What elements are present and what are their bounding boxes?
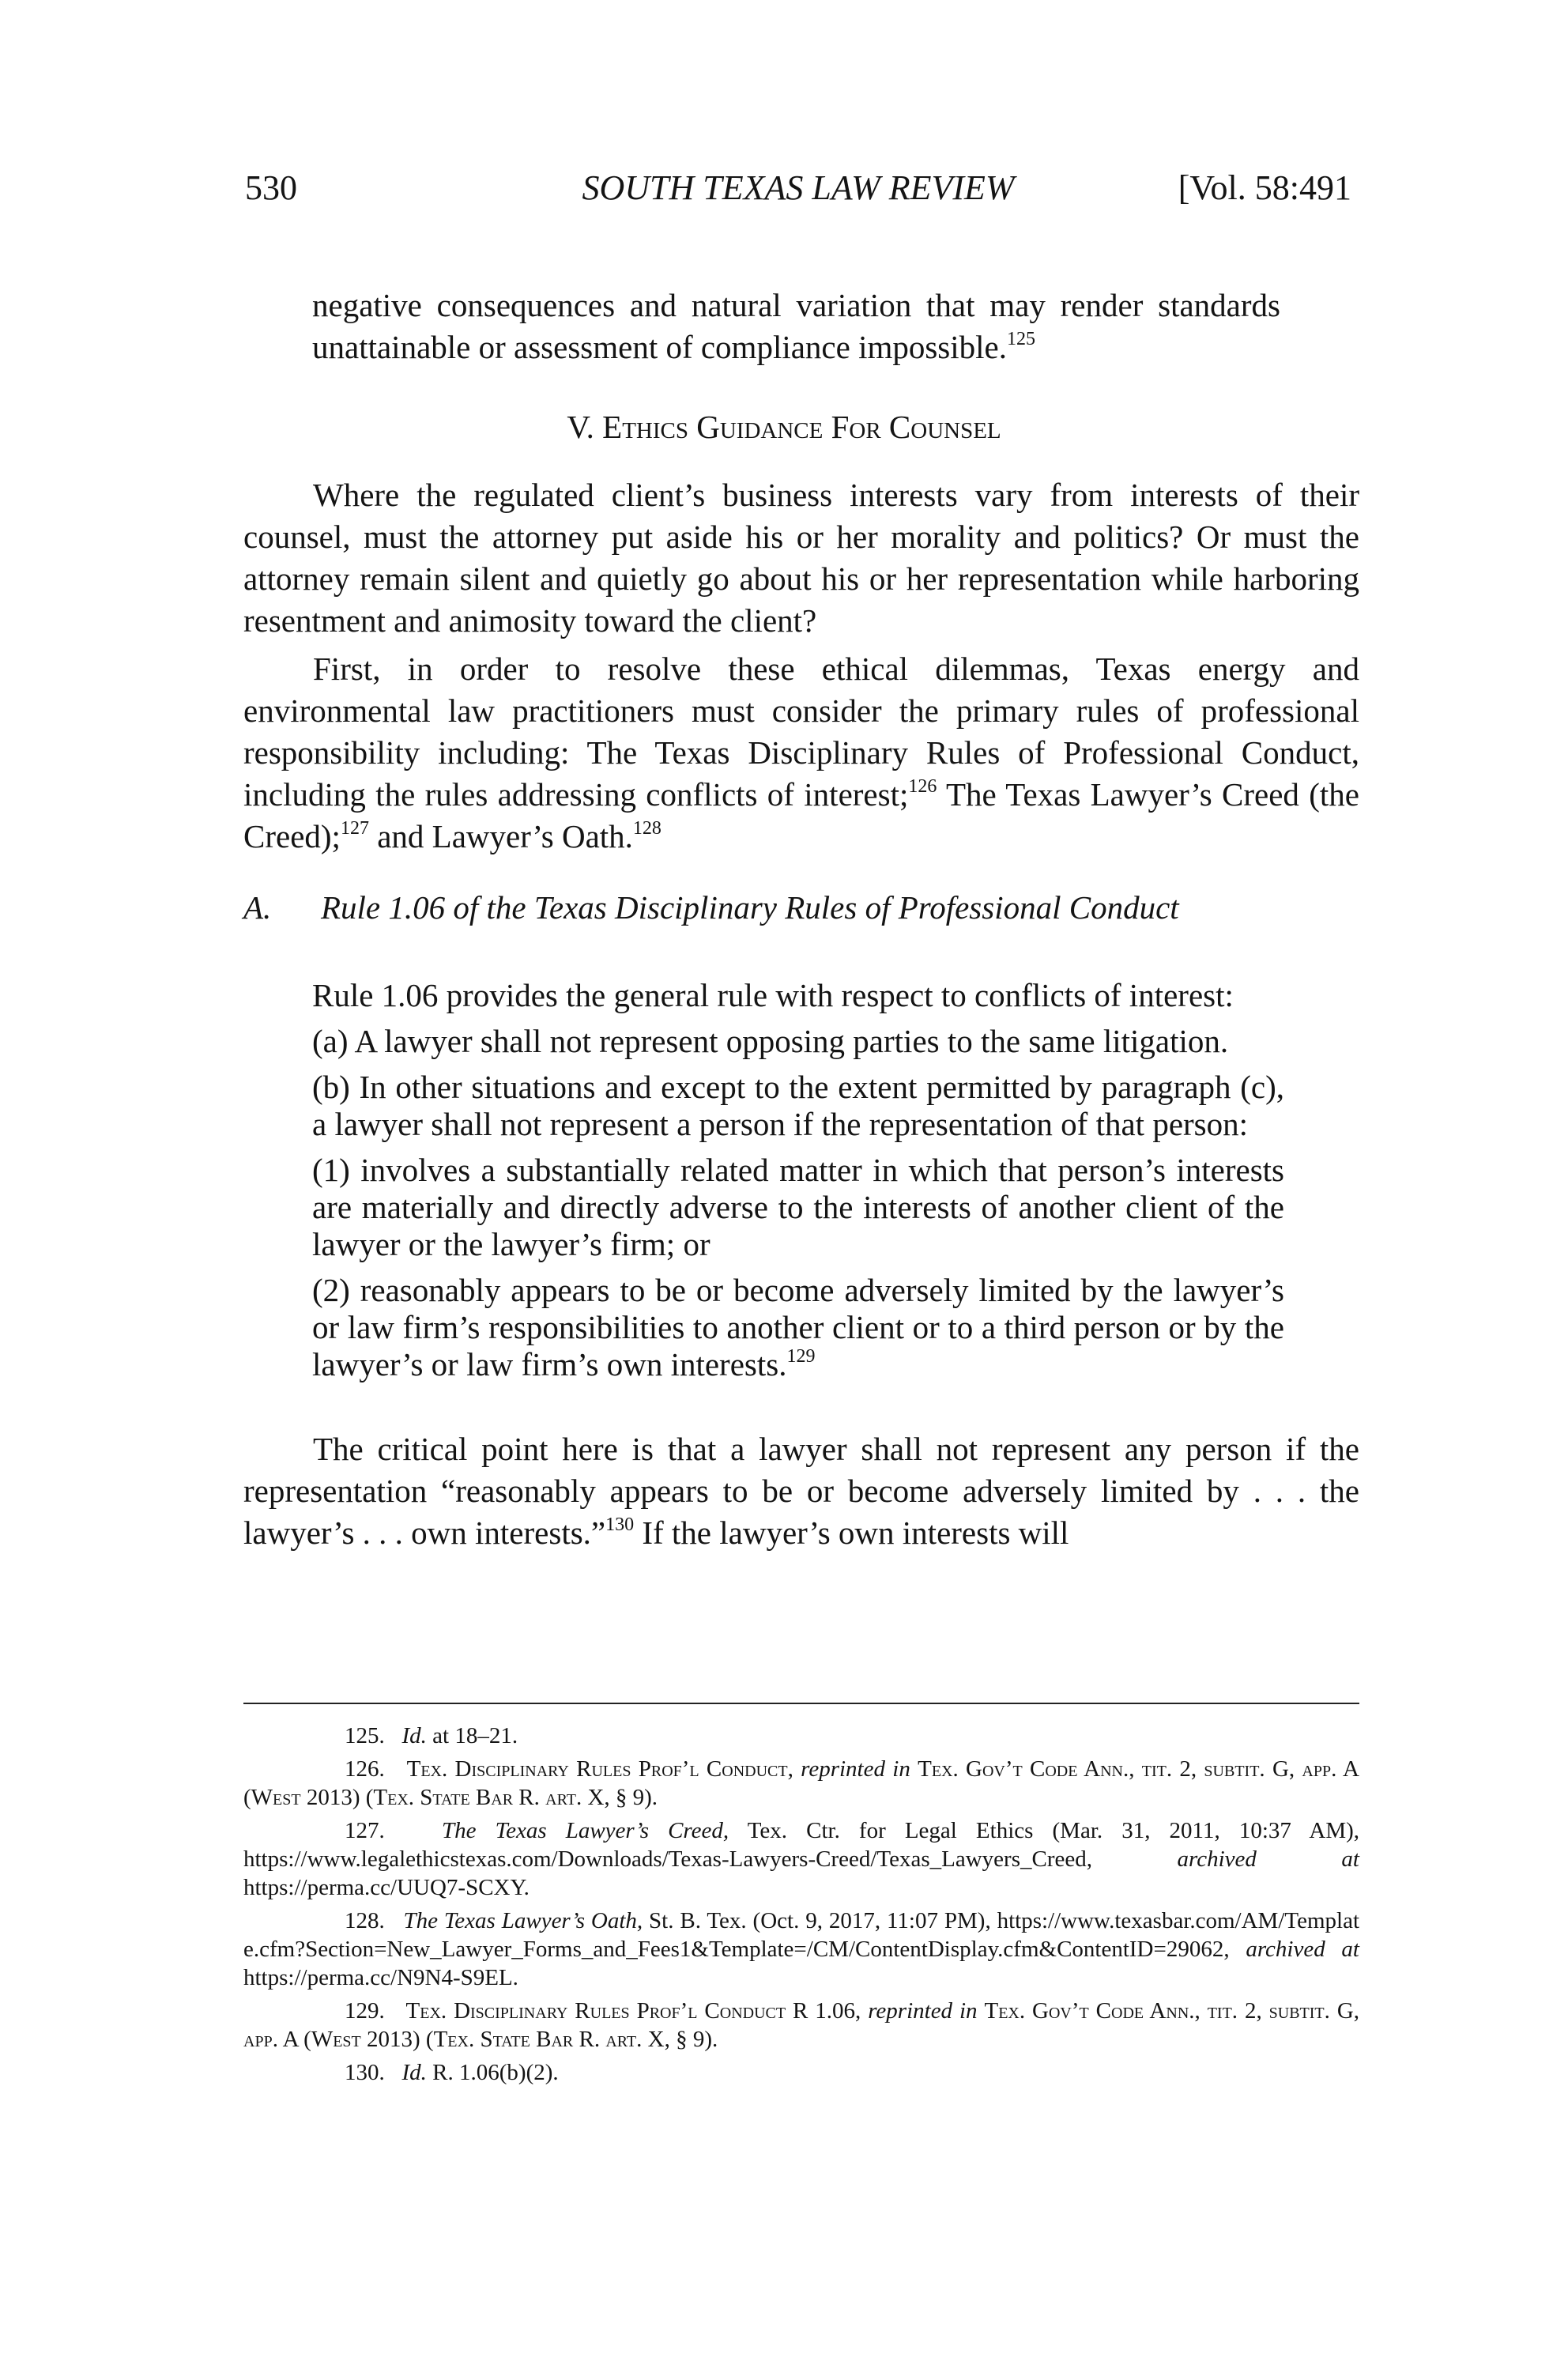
paragraph-text: First, in order to resolve these ethical dilemmas, Texas energy and environmental law practitioners must consider the primary rules of professional responsibility including: The Texas Disciplinary Rules of Professional Conduct, including the rules addressing conflicts of interest; bbox=[243, 651, 1359, 813]
footnote-number: 129. bbox=[345, 1998, 385, 2024]
block-quote bbox=[312, 977, 1284, 1392]
paragraph-text: and Lawyer’s Oath. bbox=[368, 818, 633, 854]
footnote-signal: reprinted in bbox=[861, 1998, 985, 2024]
footnote-text: at 18–21. bbox=[426, 1723, 518, 1748]
paragraph-text: The Texas Lawyer’s Creed (the Creed); bbox=[243, 776, 1359, 854]
footnote-link[interactable]: https://perma.cc/UUQ7-SCXY. bbox=[243, 1875, 530, 1900]
footnote-126 bbox=[243, 1755, 1359, 1812]
footnote-text[interactable]: St. B. Tex. (Oct. 9, 2017, 11:07 PM), https://www.texasbar.com/AM/Template.cfm?Section=New_Lawyer_Forms_and_Fees1&Template=/CM/ContentDisplay.cfm&ContentID=29062, bbox=[243, 1908, 1360, 1962]
running-header bbox=[245, 168, 1351, 215]
footnote-title: The Texas Lawyer’s Creed, bbox=[442, 1818, 729, 1843]
footnote-text: Tex. Gov’t Code Ann., tit. 2, subtit. G, app. A (West 2013) (Tex. State Bar R. art. X, § 9). bbox=[243, 1756, 1359, 1810]
section-heading: V. Ethics Guidance For Counsel bbox=[567, 409, 1001, 445]
quote-text: (2) reasonably appears to be or become adversely limited by the lawyer’s or law firm’s responsibilities to another client or to a third person or by the lawyer’s or law firm’s own interests. bbox=[312, 1272, 1284, 1382]
paragraph bbox=[243, 1428, 1359, 1554]
quote-intro: Rule 1.06 provides the general rule with respect to conflicts of interest: bbox=[312, 977, 1234, 1013]
paragraph bbox=[243, 648, 1359, 858]
footnote-number: 128. bbox=[345, 1908, 385, 1933]
footnote-128 bbox=[243, 1907, 1359, 1992]
paragraph-text: The critical point here is that a lawyer shall not represent any person if the representation “reasonably appears to be or become adversely limited by . . . the lawyer’s . . . own interests.” bbox=[243, 1431, 1359, 1551]
footnote-text: Tex. Disciplinary Rules Prof’l Conduct, bbox=[406, 1756, 793, 1782]
quote-item-1: (1) involves a substantially related matter in which that person’s interests are materially and directly adverse to the interests of another client of the lawyer or the lawyer’s firm; or bbox=[312, 1152, 1284, 1262]
footnote-number: 125. bbox=[345, 1723, 385, 1748]
footnote-number: 126. bbox=[345, 1756, 385, 1782]
footnote-text: R. 1.06(b)(2). bbox=[426, 2060, 559, 2085]
subsection-letter: A. bbox=[243, 889, 272, 926]
footnote-link[interactable]: https://perma.cc/N9N4-S9EL. bbox=[243, 1965, 518, 1990]
continued-text: negative consequences and natural variation that may render standards unattainable or assessment of compliance impossible. bbox=[312, 287, 1280, 365]
footnote-ref[interactable]: 126 bbox=[908, 776, 937, 798]
footnote-129 bbox=[243, 1997, 1359, 2054]
subsection-heading bbox=[243, 887, 1359, 929]
footnotes bbox=[243, 1722, 1359, 2092]
footnote-number: 127. bbox=[345, 1818, 385, 1843]
footnote-signal: reprinted in bbox=[793, 1756, 918, 1782]
subsection-title: Rule 1.06 of the Texas Disciplinary Rules of Professional Conduct bbox=[321, 889, 1179, 926]
footnote-id: Id. bbox=[401, 1723, 427, 1748]
paragraph-text: If the lawyer’s own interests will bbox=[634, 1514, 1069, 1551]
footnote-text: Tex. Gov’t Code Ann., tit. 2, subtit. G, app. A (West 2013) (Tex. State Bar R. art. X, § 9). bbox=[243, 1998, 1360, 2052]
paragraph bbox=[243, 474, 1359, 642]
footnote-signal: archived at bbox=[1229, 1937, 1359, 1962]
footnote-ref[interactable]: 127 bbox=[340, 818, 369, 839]
footnote-130 bbox=[243, 2058, 1359, 2087]
quote-item-a: (a) A lawyer shall not represent opposing parties to the same litigation. bbox=[312, 1023, 1229, 1059]
footnote-title: The Texas Lawyer’s Oath, bbox=[403, 1908, 643, 1933]
volume-citation: [Vol. 58:491 bbox=[1178, 168, 1351, 207]
footnote-signal: archived at bbox=[1091, 1846, 1359, 1872]
footnote-ref[interactable]: 128 bbox=[632, 818, 662, 839]
footnote-number: 130. bbox=[345, 2060, 385, 2085]
page-number: 530 bbox=[245, 168, 297, 207]
journal-title: SOUTH TEXAS LAW REVIEW bbox=[582, 168, 1015, 207]
footnote-divider bbox=[243, 1703, 1359, 1704]
footnote-ref[interactable]: 130 bbox=[605, 1514, 635, 1536]
footnote-text: Tex. Disciplinary Rules Prof’l Conduct R 1.06, bbox=[405, 1998, 861, 2024]
continued-paragraph bbox=[312, 285, 1280, 368]
quote-item-b: (b) In other situations and except to the extent permitted by paragraph (c), a lawyer shall not represent a person if the representation of that person: bbox=[312, 1069, 1284, 1142]
footnote-ref[interactable]: 129 bbox=[786, 1346, 816, 1367]
paragraph-text: Where the regulated client’s business interests vary from interests of their counsel, must the attorney put aside his or her morality and politics? Or must the attorney remain silent and quietly go about his or her representation while harboring resentment and animosity toward the client? bbox=[243, 477, 1359, 639]
footnote-ref[interactable]: 125 bbox=[1007, 329, 1035, 350]
footnote-text[interactable]: Tex. Ctr. for Legal Ethics (Mar. 31, 2011, 10:37 AM), https://www.legalethicstexas.com/Downloads/Texas-Lawyers-Creed/Texas_Lawyers_Creed, bbox=[243, 1818, 1360, 1872]
footnote-id: Id. bbox=[401, 2060, 427, 2085]
footnote-127 bbox=[243, 1816, 1359, 1902]
quote-item-2 bbox=[312, 1272, 1284, 1383]
footnote-125 bbox=[243, 1722, 1359, 1750]
